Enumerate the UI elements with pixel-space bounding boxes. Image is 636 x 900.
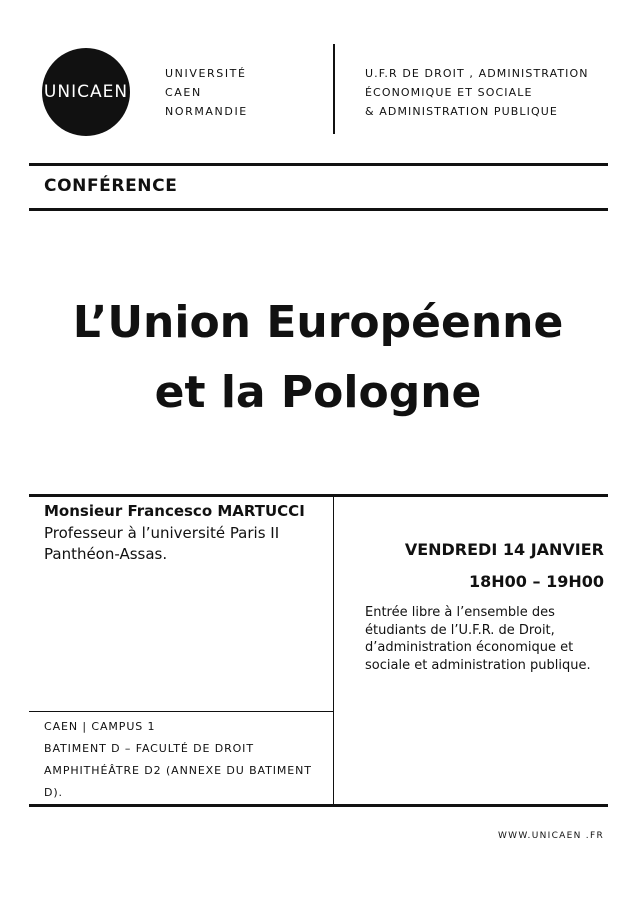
ufr-line: U.F.R DE DROIT , ADMINISTRATION (365, 67, 589, 80)
location-divider (29, 711, 334, 712)
ufr-name (365, 64, 589, 121)
event-type-label: CONFÉRENCE (44, 176, 178, 196)
speaker-role-line: Professeur à l’université Paris II (44, 524, 280, 542)
unicaen-logo (42, 48, 130, 136)
event-time: 18H00 – 19H00 (469, 572, 604, 591)
rule-info-top (29, 494, 608, 497)
event-date: VENDREDI 14 JANVIER (404, 540, 604, 559)
ufr-line: & ADMINISTRATION PUBLIQUE (365, 105, 558, 118)
event-title-line: L’Union Européenne (72, 297, 564, 348)
location-line: AMPHITHÉÂTRE D2 (ANNEXE DU BATIMENT D). (44, 764, 312, 799)
speaker-role-line: Panthéon-Assas. (44, 545, 168, 563)
university-line: CAEN (165, 86, 202, 99)
rule-below-label (29, 208, 608, 211)
speaker-name: Monsieur Francesco MARTUCCI (44, 502, 305, 520)
speaker-role (44, 523, 326, 565)
access-note: Entrée libre à l’ensemble des étudiants de l’U.F.R. de Droit, d’administration économique et sociale et administration publique. (365, 605, 591, 673)
location-line: BATIMENT D – FACULTÉ DE DROIT (44, 742, 254, 755)
ufr-line: ÉCONOMIQUE ET SOCIALE (365, 86, 533, 99)
university-line: NORMANDIE (165, 105, 248, 118)
event-location (44, 716, 326, 804)
logo-text: UNICAEN (43, 82, 129, 102)
university-line: UNIVERSITÉ (165, 67, 247, 80)
university-name (165, 64, 248, 121)
event-title-line: et la Pologne (154, 367, 482, 418)
rule-top (29, 163, 608, 166)
website-link[interactable]: WWW.UNICAEN .FR (497, 831, 604, 841)
location-line: CAEN | CAMPUS 1 (44, 720, 156, 733)
info-column-divider (333, 497, 334, 804)
header-divider (333, 44, 335, 134)
event-title (0, 288, 636, 428)
rule-bottom (29, 804, 608, 807)
